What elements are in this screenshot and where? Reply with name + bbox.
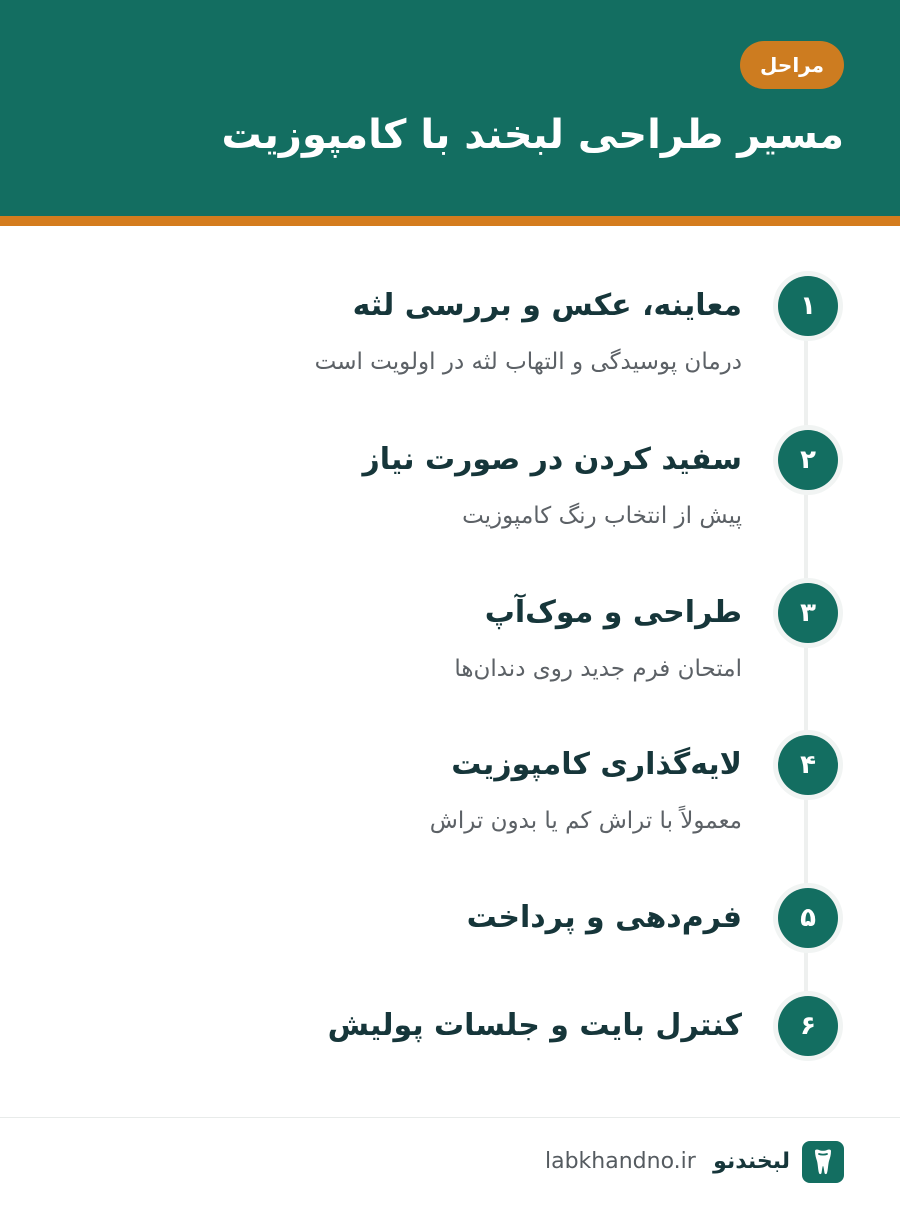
steps-badge: مراحل <box>740 41 844 89</box>
step-title: کنترل بایت و جلسات پولیش <box>327 1008 742 1043</box>
step-title: سفید کردن در صورت نیاز <box>362 442 742 477</box>
tooth-icon <box>802 1141 844 1183</box>
step-title: فرم‌دهی و پرداخت <box>466 900 742 935</box>
footer-url[interactable]: labkhandno.ir <box>545 1149 696 1174</box>
page-title: مسیر طراحی لبخند با کامپوزیت <box>221 112 844 158</box>
step-number: ۶ <box>778 996 838 1056</box>
step-title: معاینه، عکس و بررسی لثه <box>352 288 742 323</box>
header-accent-stripe <box>0 216 900 226</box>
step-title: طراحی و موک‌آپ <box>484 595 742 630</box>
step-description: پیش از انتخاب رنگ کامپوزیت <box>462 503 742 529</box>
step-title: لایه‌گذاری کامپوزیت <box>451 747 742 782</box>
step-description: معمولاً با تراش کم یا بدون تراش <box>429 808 742 834</box>
step-number: ۵ <box>778 888 838 948</box>
step-description: درمان پوسیدگی و التهاب لثه در اولویت است <box>314 349 742 375</box>
step-number: ۴ <box>778 735 838 795</box>
step-description: امتحان فرم جدید روی دندان‌ها <box>454 656 742 682</box>
page-header <box>0 0 900 216</box>
step-number: ۳ <box>778 583 838 643</box>
step-number: ۲ <box>778 430 838 490</box>
footer-brand: لبخندنو <box>713 1149 790 1174</box>
step-number: ۱ <box>778 276 838 336</box>
footer-divider <box>0 1117 900 1118</box>
